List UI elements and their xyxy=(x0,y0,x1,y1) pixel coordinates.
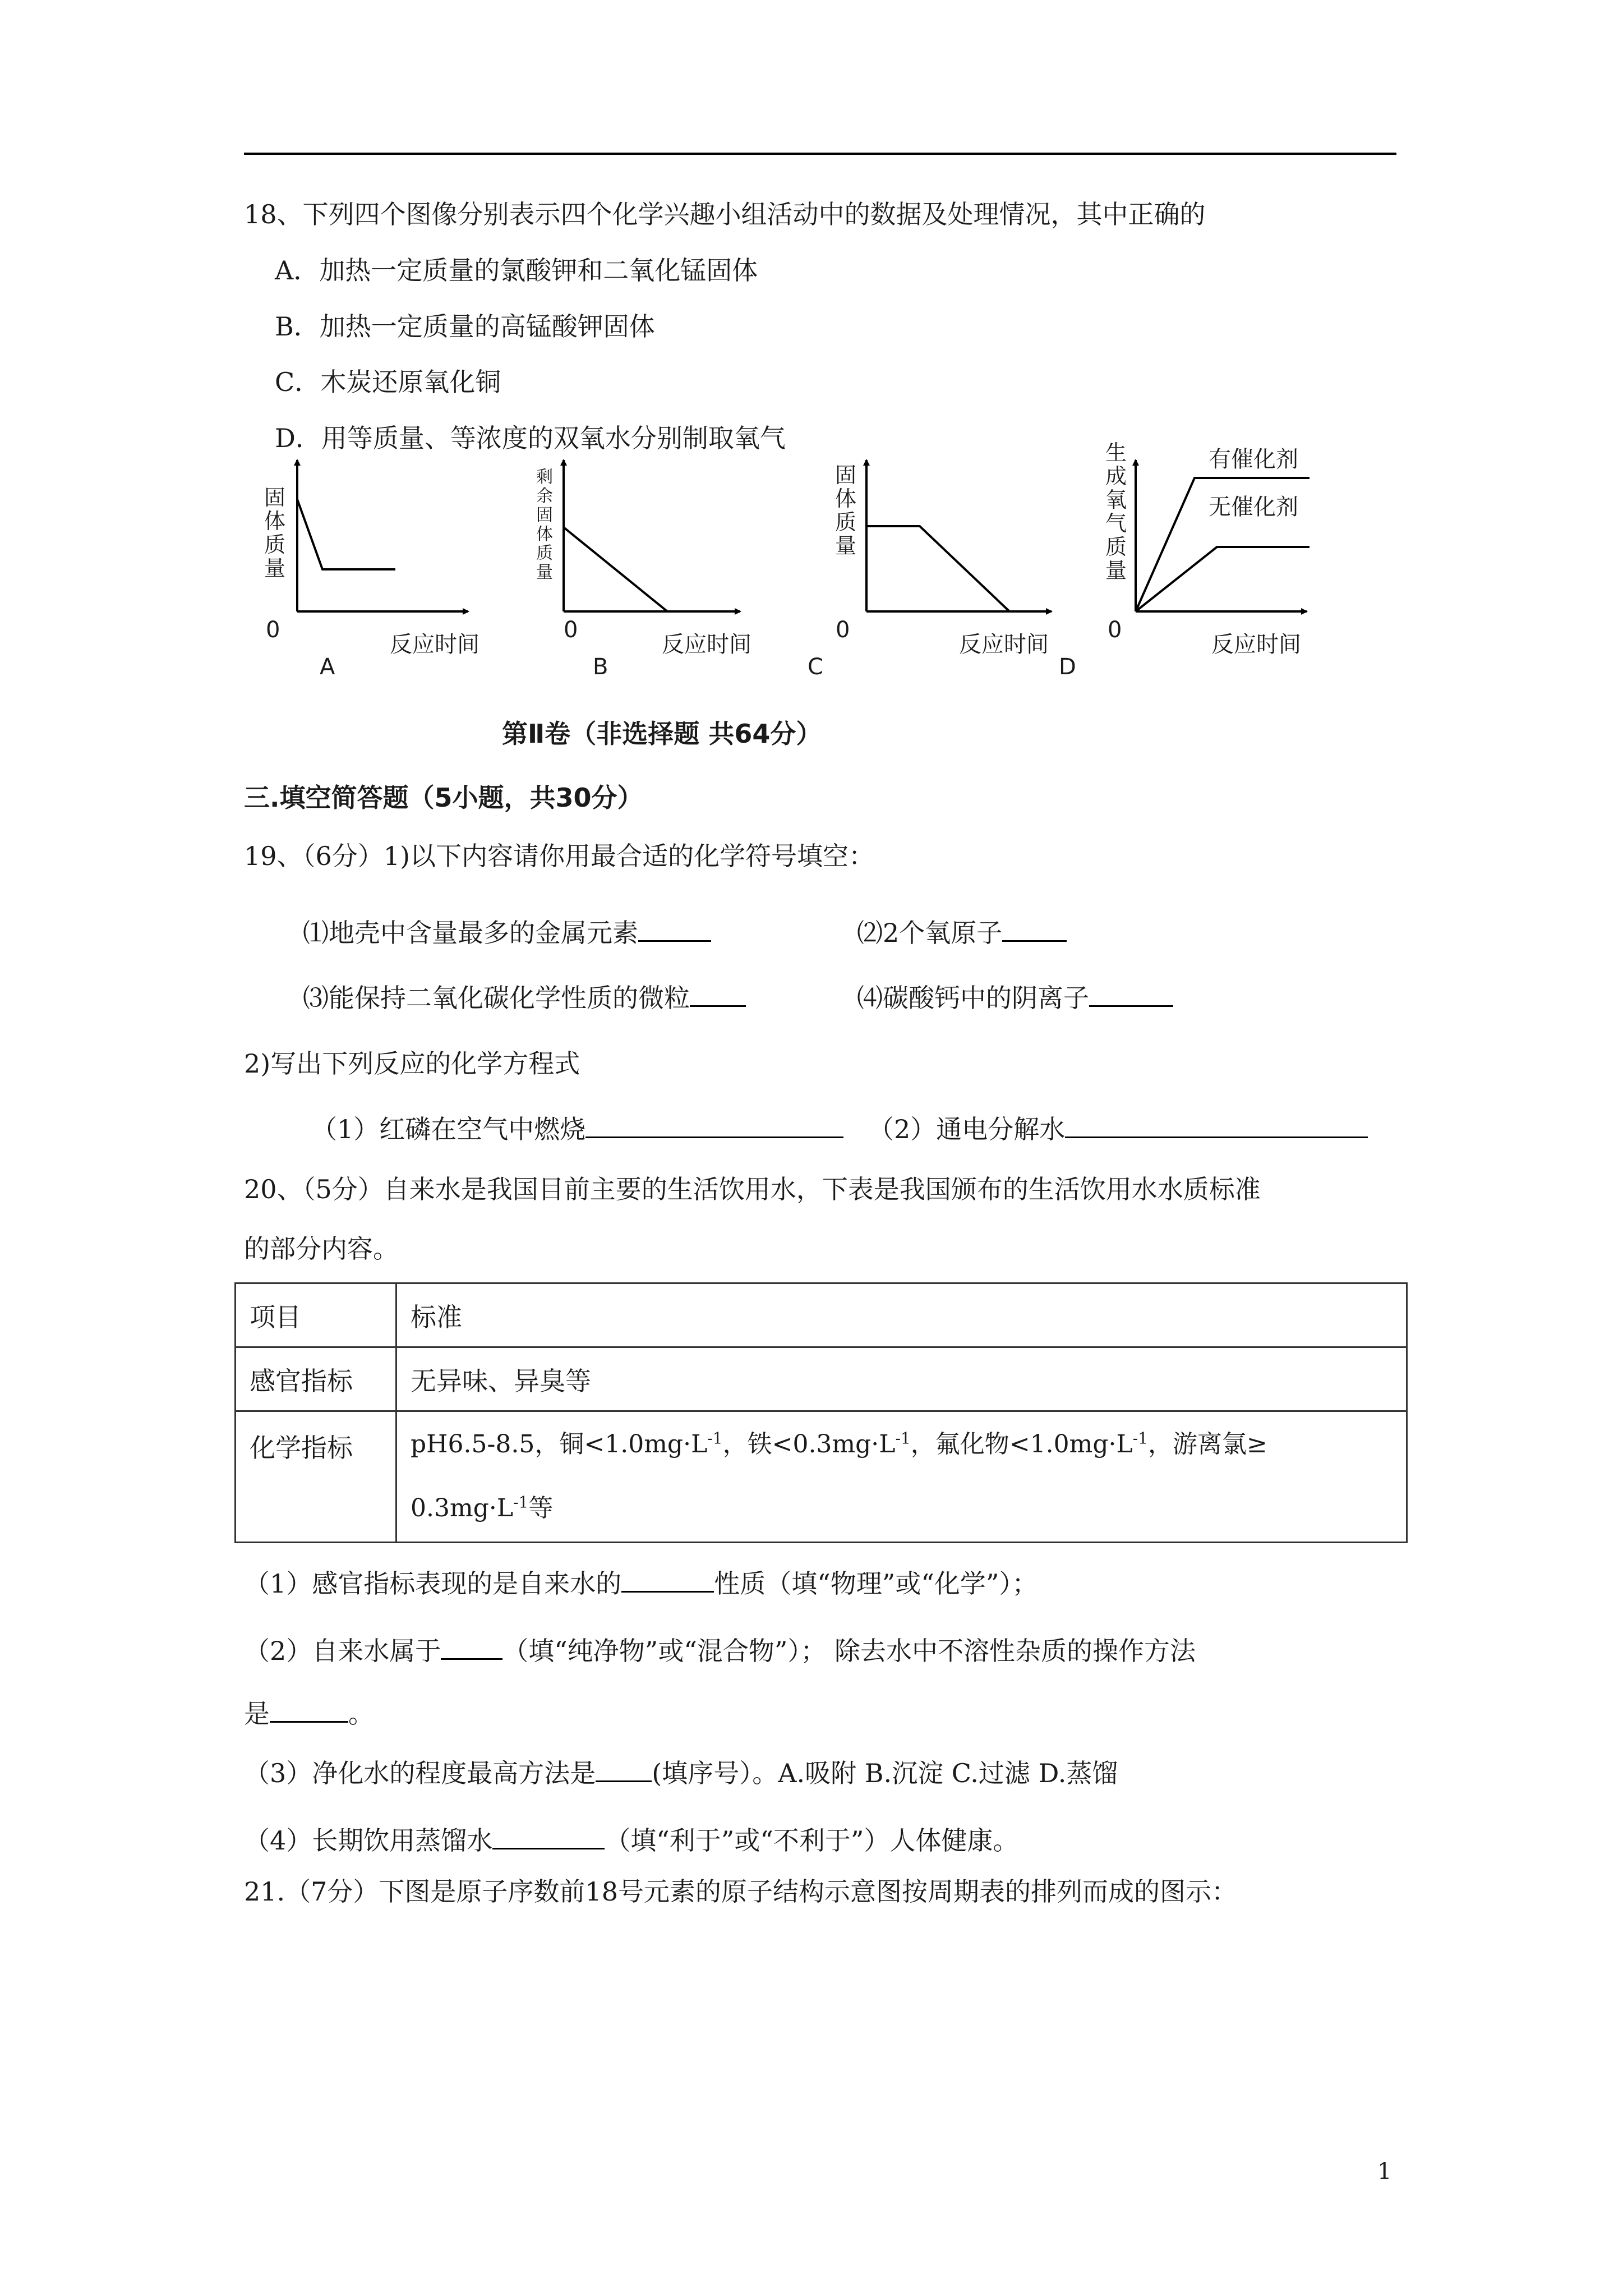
graph-c-letter: C xyxy=(808,654,823,680)
table-cell-sensory-standard: 无异味、异臭等 xyxy=(396,1347,1407,1411)
table-row xyxy=(236,1283,1407,1347)
svg-text:余: 余 xyxy=(536,486,553,506)
svg-text:量: 量 xyxy=(1105,558,1127,583)
graph-c-origin: 0 xyxy=(836,617,850,643)
graph-b-letter: B xyxy=(593,654,608,680)
section2-title: 第Ⅱ卷（非选择题 共64分） xyxy=(502,719,822,749)
svg-text:体: 体 xyxy=(264,509,286,533)
graph-a-xlabel: 反应时间 xyxy=(390,632,479,657)
graph-b-ylabel xyxy=(536,467,553,582)
water-standard-table xyxy=(234,1282,1408,1543)
q19-item1: ⑴地壳中含量最多的金属元素 xyxy=(303,915,711,950)
graph-d-curve-no-catalyst xyxy=(1136,547,1310,611)
graph-c-xlabel: 反应时间 xyxy=(959,632,1049,657)
graph-b-xlabel: 反应时间 xyxy=(662,632,751,657)
svg-text:生: 生 xyxy=(1105,440,1127,465)
q20-sub2-blank2[interactable] xyxy=(270,1696,348,1723)
q20-sub1-blank[interactable] xyxy=(621,1566,714,1593)
q18-option-a: A．加热一定质量的氯酸钾和二氧化锰固体 xyxy=(275,255,758,286)
graph-a-letter: A xyxy=(320,654,335,680)
q20-sub4: （4）长期饮用蒸馏水 （填“利于”或“不利于”）人体健康。 xyxy=(244,1823,1018,1857)
q20-sub4-blank[interactable] xyxy=(492,1823,605,1849)
svg-text:固: 固 xyxy=(264,485,286,510)
q20-sub2-blank1[interactable] xyxy=(441,1634,502,1660)
svg-text:质: 质 xyxy=(264,532,286,557)
graph-b xyxy=(524,449,788,684)
table-header-item: 项目 xyxy=(236,1283,396,1347)
q20-sub2: （2）自来水属于 （填“纯净物”或“混合物”）； 除去水中不溶性杂质的操作方法 xyxy=(244,1634,1196,1668)
svg-text:体: 体 xyxy=(834,486,857,511)
section3-title: 三.填空简答题（5小题，共30分） xyxy=(244,783,643,813)
svg-text:剩: 剩 xyxy=(536,467,553,487)
svg-text:质: 质 xyxy=(834,510,857,535)
page-number: 1 xyxy=(1377,2159,1392,2184)
svg-text:氧: 氧 xyxy=(1105,487,1127,512)
q20-sub2-cont: 是 。 xyxy=(244,1696,374,1731)
q19-equation2-blank[interactable] xyxy=(1065,1112,1368,1138)
q20-stem-line2: 的部分内容。 xyxy=(244,1234,399,1264)
q19-part2: 2)写出下列反应的化学方程式 xyxy=(244,1048,580,1079)
q19-stem: 19、（6分）1)以下内容请你用最合适的化学符号填空： xyxy=(244,841,875,871)
graph-c xyxy=(802,449,1077,684)
svg-text:质: 质 xyxy=(1105,535,1127,559)
graph-d-letter: D xyxy=(1059,654,1076,680)
svg-text:体: 体 xyxy=(536,524,553,544)
q20-sub3: （3）净化水的程度最高方法是 (填序号）。A.吸附 B.沉淀 C.过滤 D.蒸馏 xyxy=(244,1756,1118,1790)
q18-option-d: D．用等质量、等浓度的双氧水分别制取氧气 xyxy=(275,423,786,453)
q20-stem-line1: 20、（5分）自来水是我国目前主要的生活饮用水，下表是我国颁布的生活饮用水水质标准 xyxy=(244,1174,1261,1204)
graph-b-curve xyxy=(564,527,667,611)
svg-text:量: 量 xyxy=(264,556,286,581)
table-row xyxy=(236,1347,1407,1411)
graph-d-legend-catalyst: 有催化剂 xyxy=(1209,447,1298,472)
table-header-standard: 标准 xyxy=(396,1283,1407,1347)
graph-d xyxy=(1054,432,1346,684)
graph-c-curve xyxy=(866,526,1009,611)
graph-c-ylabel xyxy=(835,463,856,558)
q19-equation2: （2）通电分解水 xyxy=(868,1112,1368,1146)
graph-d-origin: 0 xyxy=(1108,617,1122,643)
q19-blank3[interactable] xyxy=(690,981,746,1007)
q19-item2: ⑵2个氧原子 xyxy=(857,915,1067,950)
graph-a-ylabel xyxy=(264,485,285,581)
graph-d-xlabel: 反应时间 xyxy=(1211,632,1301,657)
q19-blank2[interactable] xyxy=(1002,915,1067,942)
graph-d-legend-no-catalyst: 无催化剂 xyxy=(1209,494,1298,520)
svg-text:质: 质 xyxy=(536,544,553,563)
svg-text:气: 气 xyxy=(1105,511,1127,536)
q18-option-b: B．加热一定质量的高锰酸钾固体 xyxy=(275,311,655,342)
table-cell-chemical: 化学指标 xyxy=(236,1411,396,1543)
q19-blank1[interactable] xyxy=(638,915,711,942)
q18-stem: 18、下列四个图像分别表示四个化学兴趣小组活动中的数据及处理情况，其中正确的 xyxy=(244,199,1206,229)
header-rule xyxy=(244,153,1396,155)
q21-stem: 21.（7分）下图是原子序数前18号元素的原子结构示意图按周期表的排列而成的图示： xyxy=(244,1876,1237,1907)
svg-text:量: 量 xyxy=(834,533,857,558)
q20-sub1: （1）感官指标表现的是自来水的 性质（填“物理”或“化学”）； xyxy=(244,1566,1038,1600)
q19-item4: ⑷碳酸钙中的阴离子 xyxy=(857,981,1173,1015)
graph-a xyxy=(258,449,499,684)
svg-text:量: 量 xyxy=(536,563,553,582)
q19-equation1-blank[interactable] xyxy=(585,1112,843,1138)
svg-text:固: 固 xyxy=(536,505,553,525)
q18-option-c: C．木炭还原氧化铜 xyxy=(275,367,501,397)
q19-item3: ⑶能保持二氧化碳化学性质的微粒 xyxy=(303,981,746,1015)
q19-equation1: （1）红磷在空气中燃烧 xyxy=(311,1112,843,1146)
q19-blank4[interactable] xyxy=(1089,981,1173,1007)
svg-text:成: 成 xyxy=(1105,464,1127,489)
q20-sub3-blank[interactable] xyxy=(596,1756,652,1782)
graph-d-ylabel xyxy=(1105,440,1127,583)
graph-a-origin: 0 xyxy=(266,617,280,643)
graph-b-origin: 0 xyxy=(564,617,578,643)
table-cell-sensory: 感官指标 xyxy=(236,1347,396,1411)
svg-text:固: 固 xyxy=(834,463,857,487)
table-cell-chemical-standard: pH6.5-8.5，铜$<1.0mg\cdot L^{-1}$，铁$<0.3mg\cdot L^{-1}$，氟化物$<1.0mg\cdot L^{-1}$，游离氯≥ $0.3mg\cdot L^{-1}$等 xyxy=(396,1411,1407,1543)
table-row xyxy=(236,1411,1407,1543)
graph-a-curve xyxy=(297,499,395,569)
